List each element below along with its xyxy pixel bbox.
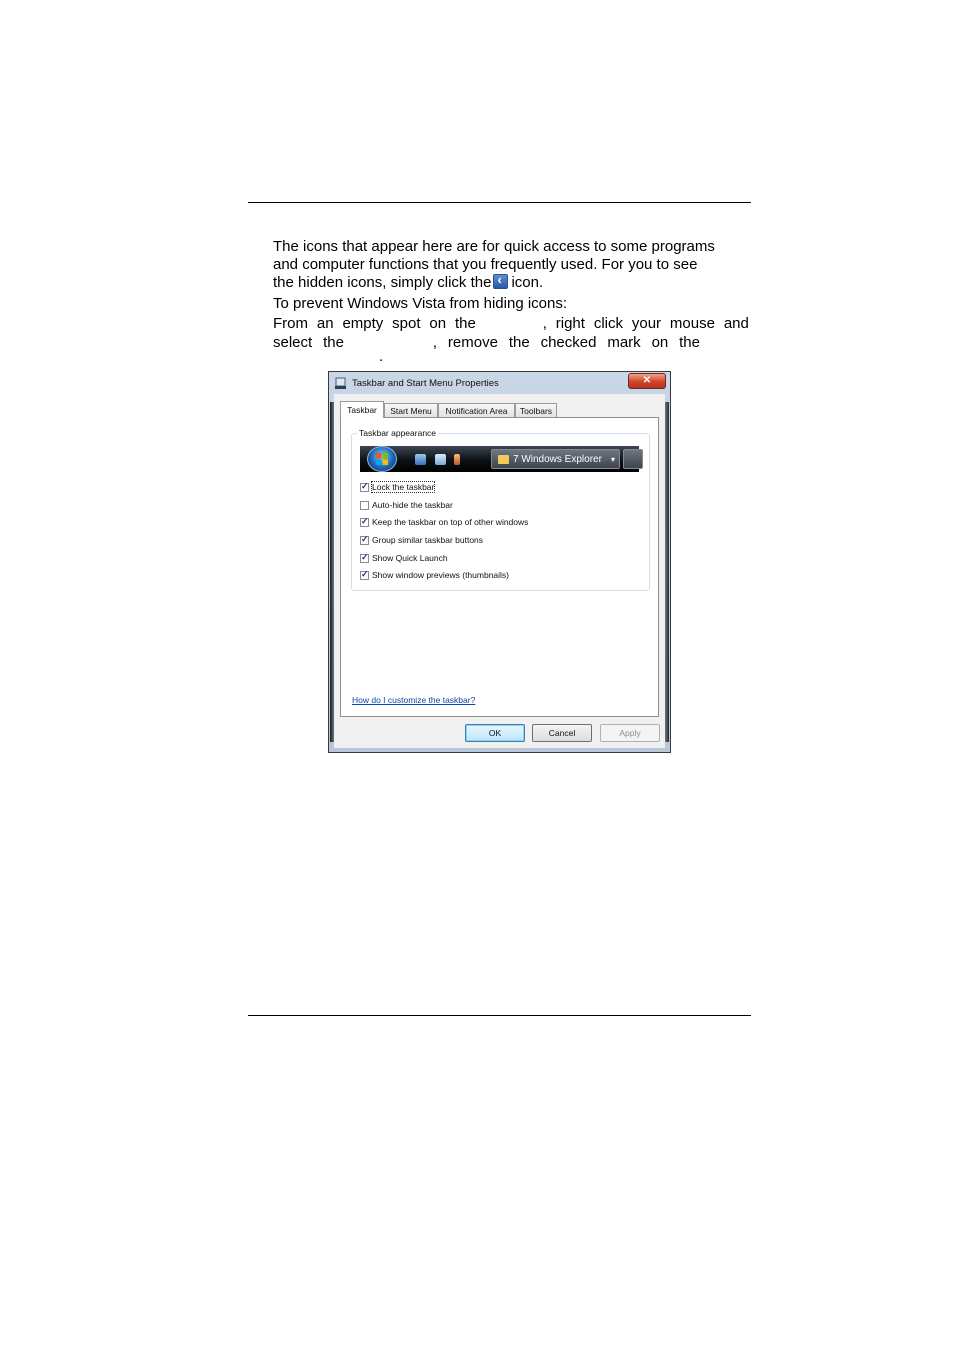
background-edge-right	[665, 402, 669, 742]
checkbox-box[interactable]	[360, 483, 369, 492]
checkbox-box[interactable]	[360, 554, 369, 563]
properties-word-gap: ,	[432, 334, 437, 351]
close-button[interactable]: ✕	[628, 373, 666, 389]
taskbar-preview-button-2	[623, 449, 643, 469]
tab-notification-area[interactable]: Notification Area	[438, 403, 515, 417]
group-title: Taskbar appearance	[359, 428, 437, 438]
chevron-down-icon: ▾	[610, 455, 615, 464]
tab-taskbar[interactable]: Taskbar	[340, 401, 384, 418]
taskbar-preview-image	[360, 446, 639, 472]
start-orb-icon	[367, 446, 397, 472]
dialog-titlebar[interactable]	[329, 372, 670, 394]
switch-windows-icon	[435, 454, 446, 465]
help-link[interactable]: How do I customize the taskbar?	[352, 695, 476, 705]
intro-paragraph	[273, 238, 749, 292]
intro-line-2: and computer functions that you frequently used. For you to see	[273, 256, 698, 273]
folder-icon	[498, 455, 509, 464]
show-hidden-icons-icon	[493, 274, 508, 289]
checkbox-box[interactable]	[360, 501, 369, 510]
checkbox-box[interactable]	[360, 518, 369, 527]
checkbox-box[interactable]	[360, 571, 369, 580]
browser-icon	[454, 454, 460, 465]
taskbar-preview-button: 7 Windows Explorer ▾	[491, 449, 620, 469]
taskbar-tab-panel	[340, 417, 659, 717]
taskbar-properties-dialog	[328, 371, 671, 753]
tab-start-menu[interactable]: Start Menu	[384, 403, 438, 417]
intro-line-3: the hidden icons, simply click the‹ icon.	[273, 274, 749, 292]
taskbar-appearance-group: Taskbar appearance 7 Windows Explorer ▾ ✓ Lock the taskbar Auto-hide the taskbar ✓ Keep the taskbar on top of other windows ✓ Group similar taskbar buttons ✓ Show Quick Launch ✓ Show window previews (thumbnails)	[351, 433, 650, 591]
show-desktop-icon	[415, 454, 426, 465]
ok-button[interactable]: OK	[465, 724, 525, 742]
windows-flag-icon	[376, 453, 388, 465]
taskbar-properties-icon	[335, 377, 346, 389]
steps-line-1: From an empty spot on the , right click your mouse and	[273, 315, 749, 332]
intro-line-1: The icons that appear here are for quick access to some programs	[273, 238, 715, 255]
tab-toolbars[interactable]: Toolbars	[515, 403, 557, 417]
footer-rule	[248, 1015, 751, 1016]
checkbox-box[interactable]	[360, 536, 369, 545]
header-rule	[248, 202, 751, 203]
apply-button[interactable]: Apply	[600, 724, 660, 742]
dialog-title: Taskbar and Start Menu Properties	[352, 378, 499, 389]
prevent-heading: To prevent Windows Vista from hiding icons:	[273, 295, 568, 312]
steps-line-2: select the , remove the checked mark on the	[273, 334, 700, 351]
dialog-client-area	[334, 394, 665, 748]
taskbar-word-gap: ,	[542, 315, 547, 332]
steps-paragraph	[273, 315, 749, 365]
steps-line-3: .	[379, 348, 384, 365]
cancel-button[interactable]: Cancel	[532, 724, 592, 742]
